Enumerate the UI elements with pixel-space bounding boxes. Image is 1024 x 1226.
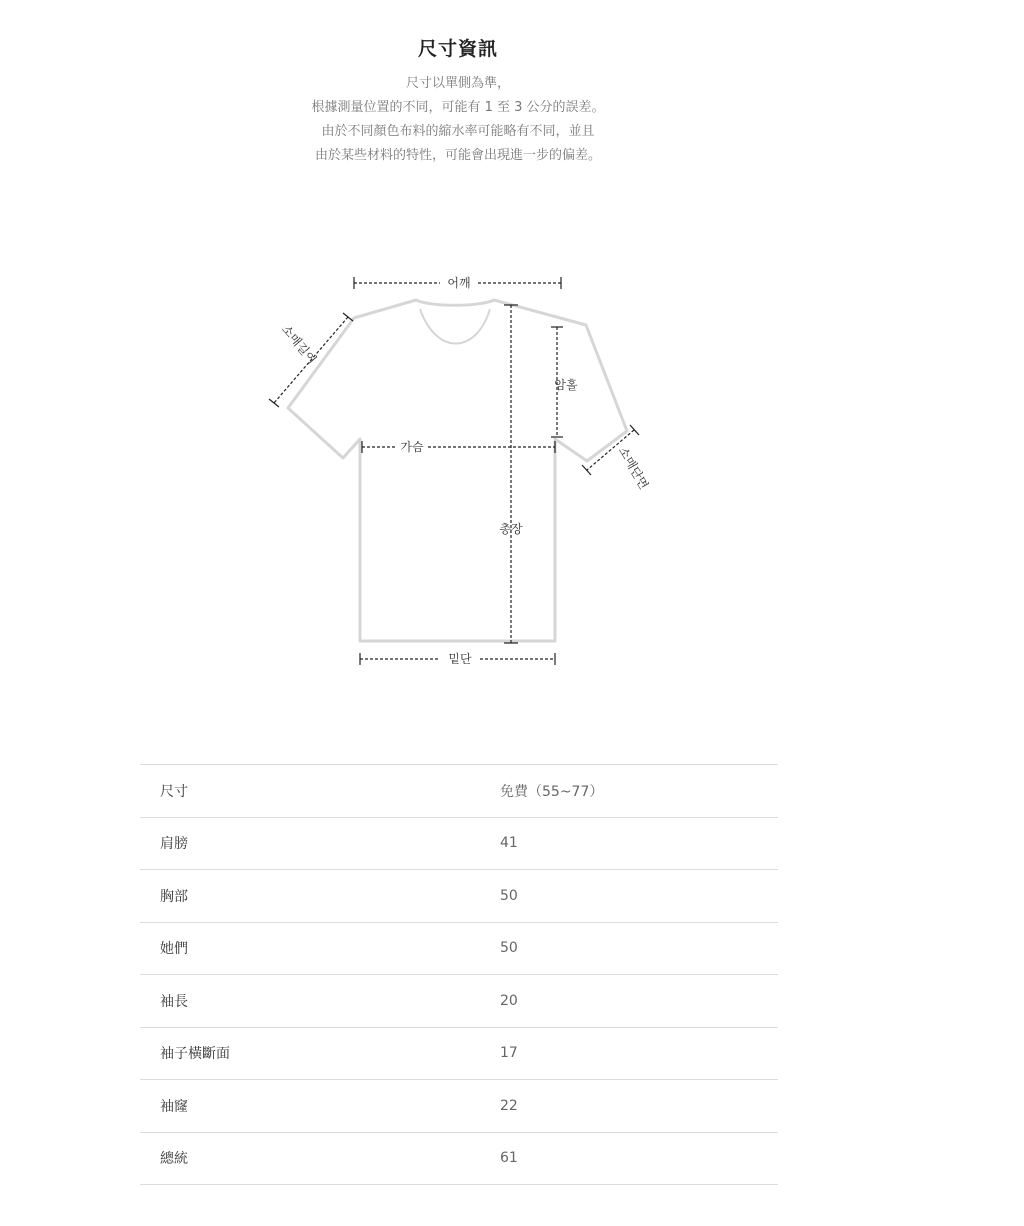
row-value: 50 bbox=[500, 870, 778, 923]
label-shoulder: 어깨 bbox=[447, 276, 471, 290]
row-label: 肩膀 bbox=[140, 817, 500, 870]
description-line: 根據測量位置的不同，可能有 1 至 3 公分的誤差。 bbox=[311, 100, 605, 115]
row-value: 免費（55~77） bbox=[500, 765, 778, 818]
row-value: 20 bbox=[500, 975, 778, 1028]
table-row bbox=[140, 1132, 778, 1185]
row-label: 胸部 bbox=[140, 870, 500, 923]
row-label: 袖子橫斷面 bbox=[140, 1027, 500, 1080]
page-title: 尺寸資訊 bbox=[417, 38, 498, 60]
row-value: 41 bbox=[500, 817, 778, 870]
table-row bbox=[140, 765, 778, 818]
row-value: 22 bbox=[500, 1080, 778, 1133]
row-value: 61 bbox=[500, 1132, 778, 1185]
label-sleeve-opening: 소매단면 bbox=[615, 444, 652, 492]
row-label: 袖窿 bbox=[140, 1080, 500, 1133]
size-description bbox=[0, 72, 916, 168]
label-armhole: 암홀 bbox=[554, 378, 578, 392]
size-table bbox=[140, 764, 778, 1185]
label-chest: 가슴 bbox=[400, 440, 424, 454]
label-hem: 밑단 bbox=[448, 652, 472, 666]
label-sleeve-length: 소매길이 bbox=[278, 322, 320, 367]
description-line: 由於某些材料的特性，可能會出現進一步的偏差。 bbox=[314, 148, 601, 163]
row-value: 50 bbox=[500, 922, 778, 975]
description-line: 尺寸以單側為準， bbox=[405, 76, 510, 91]
row-label: 她們 bbox=[140, 922, 500, 975]
table-row bbox=[140, 817, 778, 870]
table-row bbox=[140, 1080, 778, 1133]
label-total-length: 총장 bbox=[499, 522, 523, 536]
row-label: 尺寸 bbox=[140, 765, 500, 818]
table-row bbox=[140, 975, 778, 1028]
tshirt-outline bbox=[288, 300, 627, 641]
description-line: 由於不同顏色布料的縮水率可能略有不同，並且 bbox=[321, 124, 595, 139]
table-row bbox=[140, 870, 778, 923]
row-label: 袖長 bbox=[140, 975, 500, 1028]
row-value: 17 bbox=[500, 1027, 778, 1080]
table-row bbox=[140, 922, 778, 975]
table-row bbox=[140, 1027, 778, 1080]
row-label: 總統 bbox=[140, 1132, 500, 1185]
tshirt-measurement-diagram bbox=[250, 265, 670, 685]
